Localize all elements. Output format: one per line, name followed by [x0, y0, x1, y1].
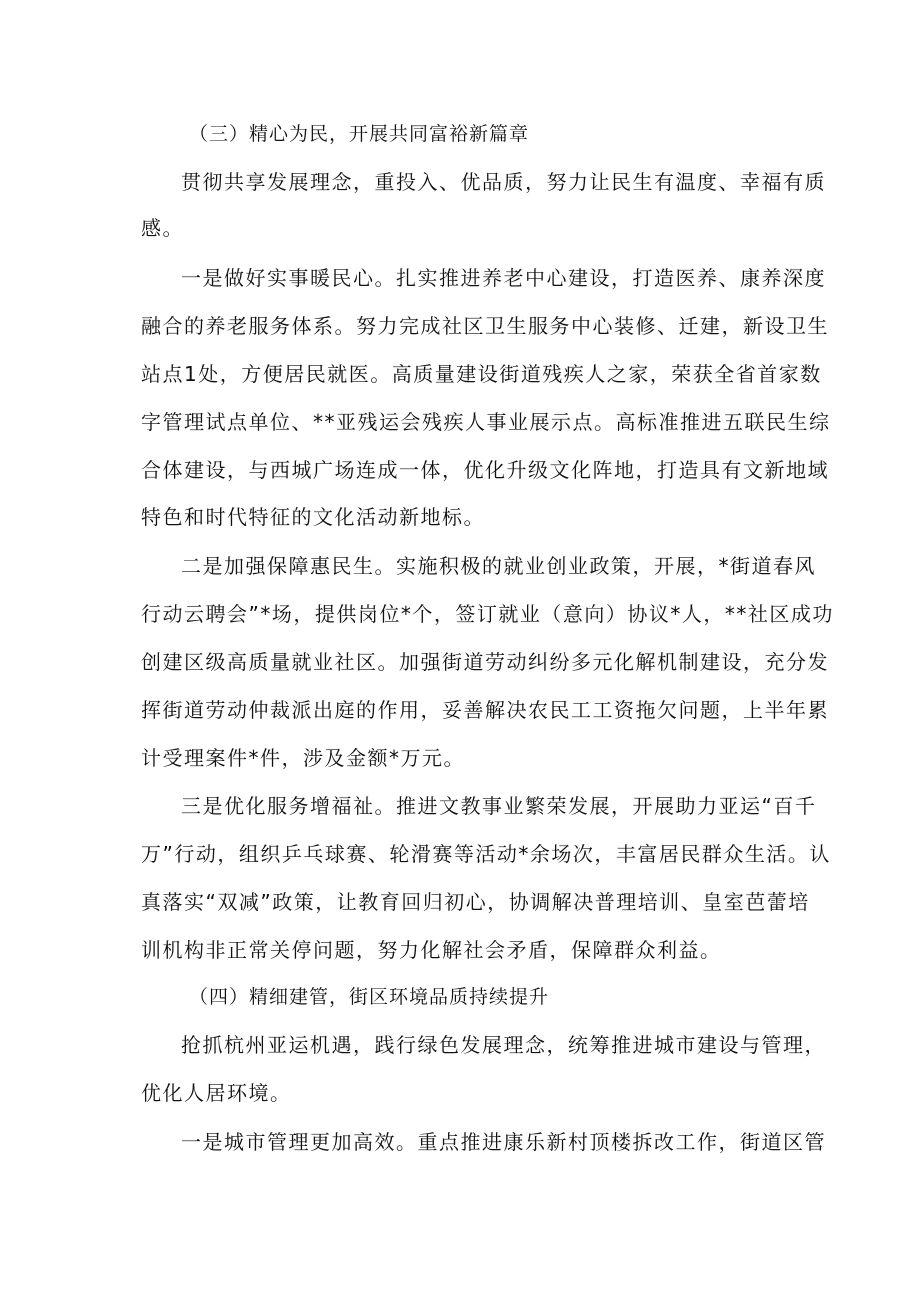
paragraph-line: 创建区级高质量就业社区。加强街道劳动纠纷多元化解机制建设，充分发 — [141, 650, 829, 674]
paragraph-line: 字管理试点单位、**亚残运会残疾人事业展示点。高标准推进五联民生综 — [141, 410, 831, 434]
paragraph-line: 计受理案件*件，涉及金额*万元。 — [141, 746, 465, 770]
paragraph-line: 挥街道劳动仲裁派出庭的作用，妥善解决农民工工资拖欠问题，上半年累 — [141, 698, 829, 722]
paragraph-line: 融合的养老服务体系。努力完成社区卫生服务中心装修、迁建，新设卫生 — [141, 314, 829, 338]
paragraph-line: 站点1处，方便居民就医。高质量建设街道残疾人之家，荣获全省首家数 — [141, 362, 822, 386]
paragraph-line: 二是加强保障惠民生。实施积极的就业创业政策，开展，*街道春风 — [181, 554, 816, 578]
section-heading-4: （四）精细建管，街区环境品质持续提升 — [189, 986, 550, 1008]
paragraph-line: 特色和时代特征的文化活动新地标。 — [141, 505, 485, 529]
paragraph-line: 抢抓杭州亚运机遇，践行绿色发展理念，统筹推进城市建设与管理， — [181, 1033, 826, 1057]
paragraph-line: 优化人居环境。 — [141, 1081, 292, 1105]
paragraph-line: 真落实“双减”政策，让教育回归初心，协调解决普理培训、皇室芭蕾培 — [141, 890, 810, 914]
paragraph-line: 合体建设，与西城广场连成一体，优化升级文化阵地，打造具有文新地域 — [141, 458, 829, 482]
paragraph-line: 行动云聘会”*场，提供岗位*个，签订就业（意向）协议*人，**社区成功 — [141, 602, 834, 626]
paragraph-line: 训机构非正常关停问题，努力化解社会矛盾，保障群众利益。 — [141, 938, 722, 962]
paragraph-line: 贯彻共享发展理念，重投入、优品质，努力让民生有温度、幸福有质 — [181, 170, 826, 194]
paragraph-line: 一是城市管理更加高效。重点推进康乐新村顶楼拆改工作，街道区管 — [181, 1130, 826, 1154]
paragraph-line: 一是做好实事暖民心。扎实推进养老中心建设，打造医养、康养深度 — [181, 266, 826, 290]
paragraph-line: 三是优化服务增福祉。推进文教事业繁荣发展，开展助力亚运“百千 — [181, 794, 817, 818]
section-heading-3: （三）精心为民，开展共同富裕新篇章 — [189, 123, 530, 145]
paragraph-line: 感。 — [141, 216, 184, 240]
paragraph-line: 万”行动，组织乒乓球赛、轮滑赛等活动*余场次，丰富居民群众生活。认 — [141, 842, 831, 866]
